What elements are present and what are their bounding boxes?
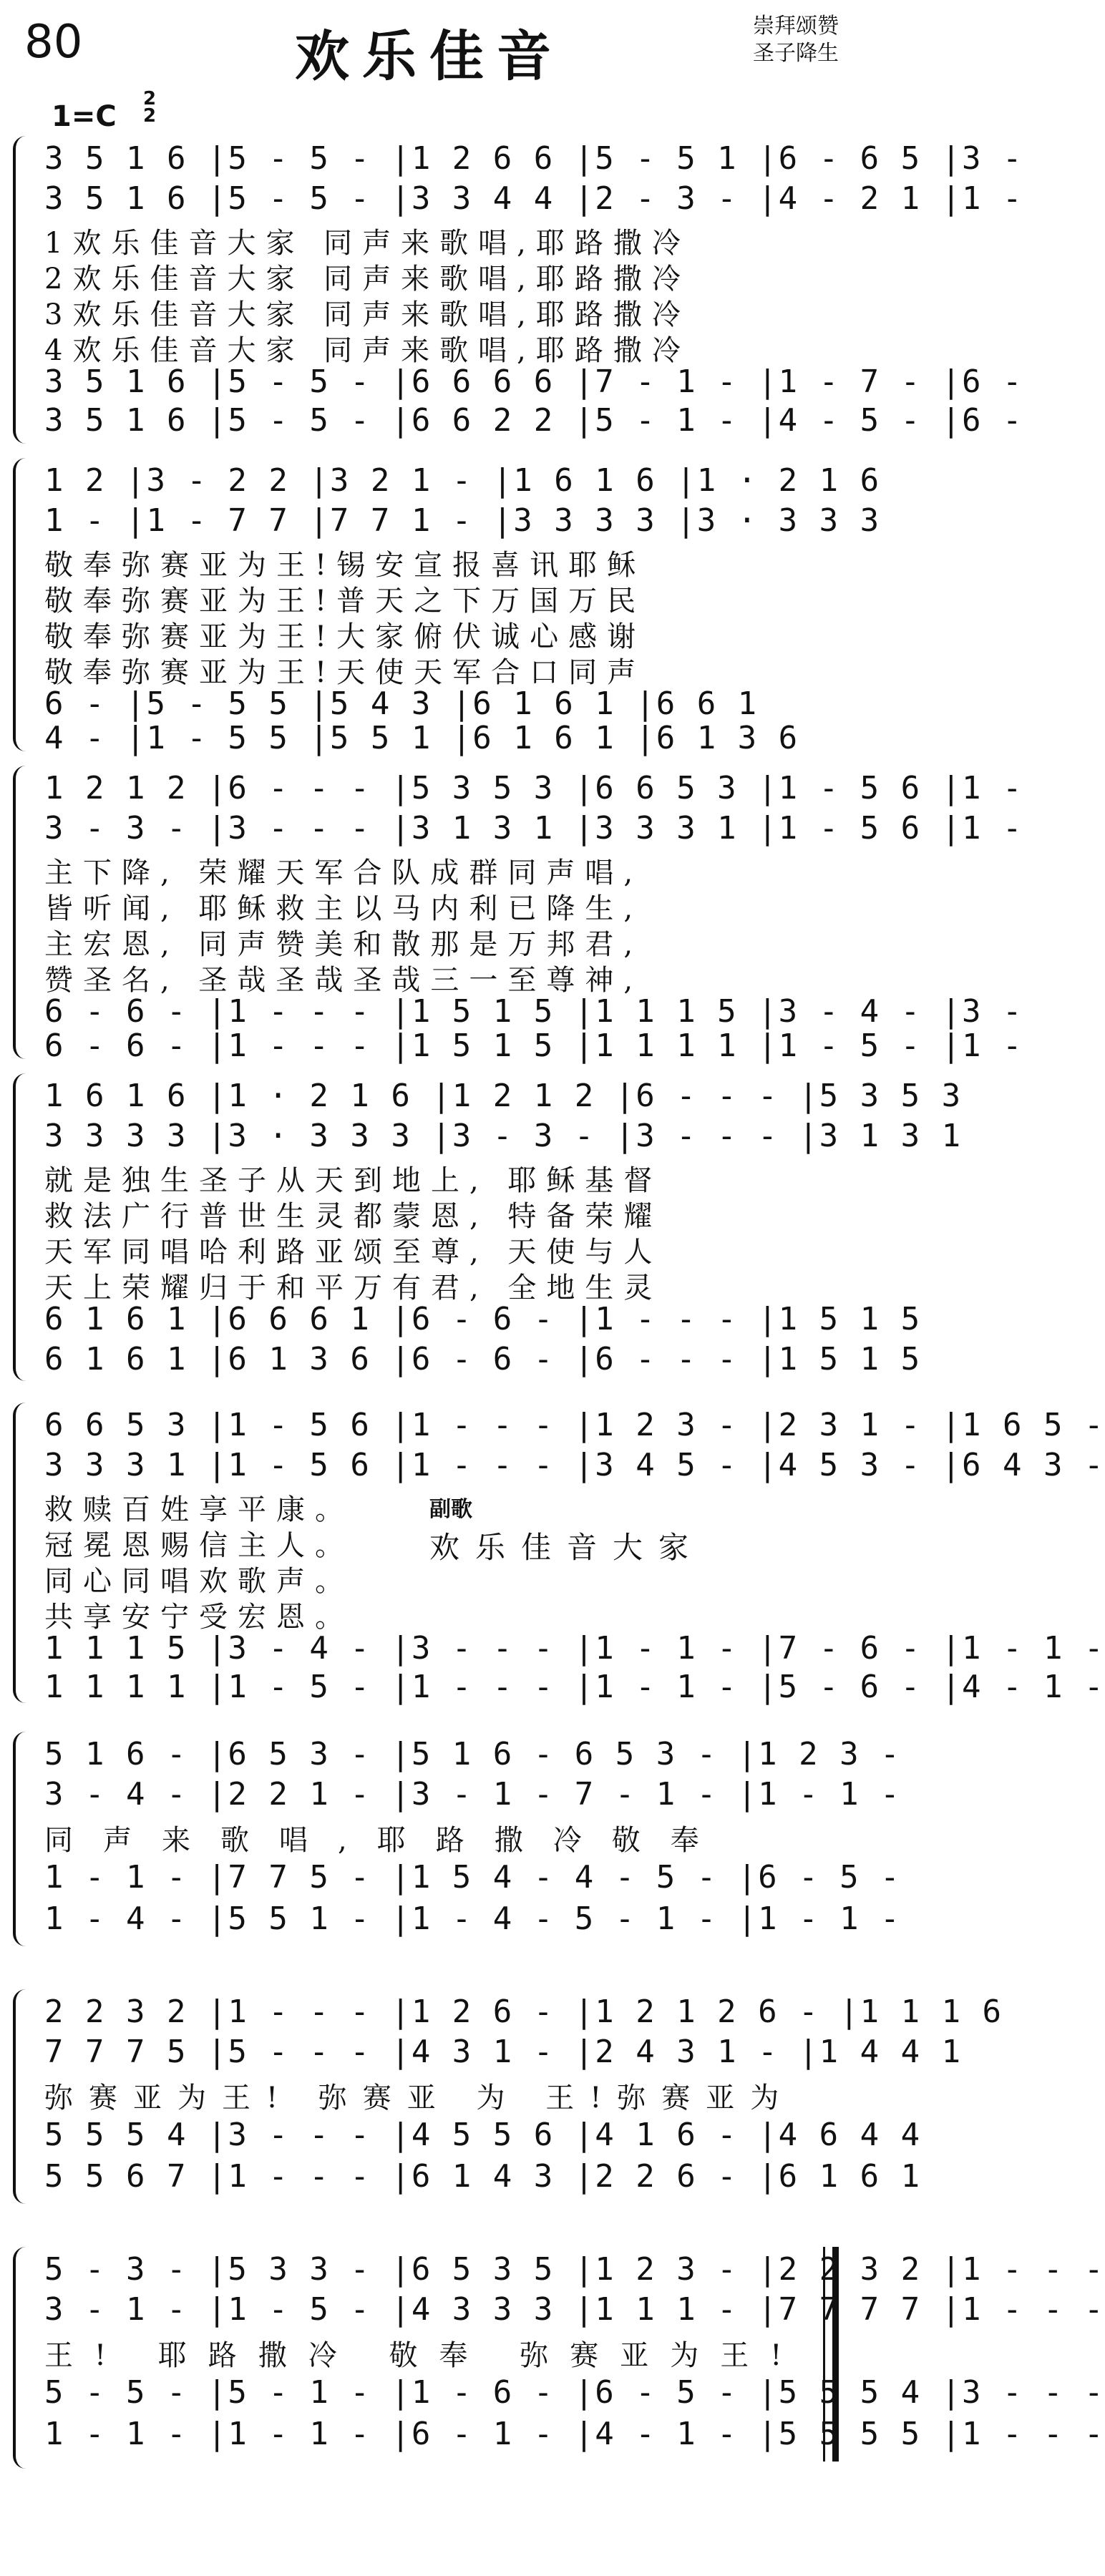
tenor-line: 6 - 6 - |1 - - - |1 5 1 5 |1 1 1 5 |3 - 4 - |3 -: [44, 993, 1023, 1030]
lyrics-verse-4: 天上荣耀归于和平万有君, 全地生灵: [44, 1272, 663, 1304]
bass-line: 5 5 6 7 |1 - - - |6 1 4 3 |2 2 6 - |6 1 6 1: [44, 2158, 922, 2195]
score-system-6: [0, 1732, 901, 1946]
lyrics-refrain: 弥赛亚为王! 弥赛亚 为 王!弥赛亚为: [44, 2082, 795, 2114]
song-title: 欢乐佳音: [295, 24, 564, 88]
soprano-line: 1 6 1 6 |1 · 2 1 6 |1 2 1 2 |6 - - - |5 3 5 3: [44, 1078, 963, 1114]
lyrics-verse-4: 4欢乐佳音大家 同声来歌唱,耶路撒冷: [44, 334, 691, 367]
lyrics-verse-1: 主下降, 荣耀天军合队成群同声唱,: [44, 857, 643, 889]
alto-line: 3 - 3 - |3 - - - |3 1 3 1 |3 3 3 1 |1 - 5 6 |1 -: [44, 810, 1023, 847]
system-brace: [13, 136, 31, 444]
soprano-line: 1 2 1 2 |6 - - - |5 3 5 3 |6 6 5 3 |1 - 5 6 |1 -: [44, 770, 1023, 806]
lyrics-verse-3: 敬奉弥赛亚为王!大家俯伏诚心感谢: [44, 620, 646, 653]
alto-line: 3 5 1 6 |5 - 5 - |3 3 4 4 |2 - 3 - |4 - 2 1 |1 -: [44, 180, 1023, 217]
lyrics-verse-1: 敬奉弥赛亚为王!锡安宣报喜讯耶稣: [44, 549, 646, 582]
lyrics-verse-3: 天军同唱哈利路亚颂至尊, 天使与人: [44, 1236, 663, 1269]
system-brace: [13, 458, 31, 751]
song-category: [753, 13, 839, 67]
lyrics-verse-4: 共享安宁受宏恩。: [44, 1601, 354, 1634]
lyrics-verse-4: 敬奉弥赛亚为王!天使天军合口同声: [44, 656, 646, 689]
system-brace: [13, 1073, 31, 1381]
lyrics-verse-2: 皆听闻, 耶稣救主以马内利已降生,: [44, 892, 643, 925]
score-system-2: [0, 458, 881, 756]
alto-line: 7 7 7 5 |5 - - - |4 3 1 - |2 4 3 1 - |1 4 4 1: [44, 2034, 963, 2070]
meter-bottom: 2: [143, 105, 157, 127]
alto-line: 1 - |1 - 7 7 |7 7 1 - |3 3 3 3 |3 · 3 3 3: [44, 502, 881, 539]
soprano-line: 3 5 1 6 |5 - 5 - |1 2 6 6 |5 - 5 1 |6 - 6 5 |3 -: [44, 140, 1023, 177]
tenor-line: 5 - 5 - |5 - 1 - |1 - 6 - |6 - 5 - |5 5 5 4 |3 - - -: [44, 2374, 1105, 2411]
alto-line: 3 - 4 - |2 2 1 - |3 - 1 - 7 - 1 - |1 - 1 -: [44, 1776, 901, 1813]
bass-line: 3 5 1 6 |5 - 5 - |6 6 2 2 |5 - 1 - |4 - 5 - |6 -: [44, 402, 1023, 439]
score-system-5: [0, 1402, 1105, 1705]
system-brace: [13, 1732, 31, 1946]
alto-line: 3 3 3 3 |3 · 3 3 3 |3 - 3 - |3 - - - |3 1 3 1: [44, 1118, 963, 1154]
category-secondary: 圣子降生: [753, 41, 839, 66]
lyrics-refrain: 同声来歌唱,耶路撒冷敬奉: [44, 1824, 729, 1857]
lyrics-refrain: 王! 耶路撒冷 敬奉 弥赛亚为王!: [44, 2339, 804, 2372]
tenor-line: 3 5 1 6 |5 - 5 - |6 6 6 6 |7 - 1 - |1 - 7 - |6 -: [44, 364, 1023, 400]
bass-line: 1 1 1 1 |1 - 5 - |1 - - - |1 - 1 - |5 - 6 - |4 - 1 -: [44, 1669, 1105, 1705]
tenor-line: 6 1 6 1 |6 6 6 1 |6 - 6 - |1 - - - |1 5 1 5: [44, 1301, 922, 1337]
bass-line: 6 - 6 - |1 - - - |1 5 1 5 |1 1 1 1 |1 - 5 - |1 -: [44, 1028, 1023, 1064]
lyrics-verse-2: 2欢乐佳音大家 同声来歌唱,耶路撒冷: [44, 263, 691, 296]
score-system-3: [0, 766, 1023, 1064]
refrain-label: 副歌: [429, 1497, 472, 1522]
soprano-line: 6 6 5 3 |1 - 5 6 |1 - - - |1 2 3 - |2 3 1 - |1 6 5 -: [44, 1407, 1105, 1443]
category-primary: 崇拜颂赞: [753, 14, 839, 39]
alto-line: 3 - 1 - |1 - 5 - |4 3 3 3 |1 1 1 - |7 7 7 7 |1 - - -: [44, 2291, 1105, 2328]
lyrics-verse-3: 3欢乐佳音大家 同声来歌唱,耶路撒冷: [44, 298, 691, 331]
system-brace: [13, 2247, 31, 2469]
lyrics-verse-2: 冠冕恩赐信主人。: [44, 1529, 354, 1562]
lyrics-verse-2: 敬奉弥赛亚为王!普天之下万国万民: [44, 585, 646, 618]
soprano-line: 5 - 3 - |5 3 3 - |6 5 3 5 |1 2 3 - |2 2 3 2 |1 - - -: [44, 2251, 1105, 2288]
lyrics-verse-3: 同心同唱欢歌声。: [44, 1565, 354, 1598]
tenor-line: 5 5 5 4 |3 - - - |4 5 5 6 |4 1 6 - |4 6 4 4: [44, 2117, 922, 2153]
bass-line: 6 1 6 1 |6 1 3 6 |6 - 6 - |6 - - - |1 5 1 5: [44, 1341, 922, 1377]
tenor-line: 1 - 1 - |7 7 5 - |1 5 4 - 4 - 5 - |6 - 5 -: [44, 1859, 901, 1896]
lyrics-verse-2: 救法广行普世生灵都蒙恩, 特备荣耀: [44, 1200, 663, 1233]
tenor-line: 6 - |5 - 5 5 |5 4 3 |6 1 6 1 |6 6 1: [44, 686, 759, 722]
score-system-7: [0, 1989, 1003, 2204]
bass-line: 1 - 4 - |5 5 1 - |1 - 4 - 5 - 1 - |1 - 1 -: [44, 1901, 901, 1937]
system-brace: [13, 1402, 31, 1703]
key-signature: 1=C: [52, 100, 117, 133]
soprano-line: 1 2 |3 - 2 2 |3 2 1 - |1 6 1 6 |1 · 2 1 6: [44, 462, 881, 499]
lyrics-verse-1: 救赎百姓享平康。: [44, 1493, 354, 1526]
tenor-line: 1 1 1 5 |3 - 4 - |3 - - - |1 - 1 - |7 - 6 - |1 - 1 -: [44, 1630, 1105, 1667]
final-barline: [823, 2247, 839, 2462]
lyrics-verse-4: 赞圣名, 圣哉圣哉圣哉三一至尊神,: [44, 964, 643, 997]
score-system-1: [0, 136, 1023, 444]
meter-top: 2: [143, 88, 157, 109]
bass-line: 1 - 1 - |1 - 1 - |6 - 1 - |4 - 1 - |5 5 5 5 |1 - - -: [44, 2416, 1105, 2452]
score-system-4: [0, 1073, 963, 1381]
score-system-8: [0, 2247, 1105, 2469]
alto-line: 3 3 3 1 |1 - 5 6 |1 - - - |3 4 5 - |4 5 3 - |6 4 3 -: [44, 1447, 1105, 1483]
page-header: [0, 0, 859, 136]
time-signature: [143, 90, 156, 125]
system-brace: [13, 1989, 31, 2204]
lyrics-verse-3: 主宏恩, 同声赞美和散那是万邦君,: [44, 928, 643, 961]
soprano-line: 5 1 6 - |6 5 3 - |5 1 6 - 6 5 3 - |1 2 3 -: [44, 1736, 901, 1772]
lyrics-verse-1: 1欢乐佳音大家 同声来歌唱,耶路撒冷: [44, 227, 691, 260]
bass-line: 4 - |1 - 5 5 |5 5 1 |6 1 6 1 |6 1 3 6: [44, 720, 799, 756]
lyrics-verse-1: 就是独生圣子从天到地上, 耶稣基督: [44, 1164, 663, 1197]
page-number: 80: [24, 16, 83, 69]
soprano-line: 2 2 3 2 |1 - - - |1 2 6 - |1 2 1 2 6 - |1 1 1 6: [44, 1994, 1003, 2030]
system-brace: [13, 766, 31, 1059]
refrain-lyrics: 欢乐佳音大家: [429, 1530, 705, 1565]
